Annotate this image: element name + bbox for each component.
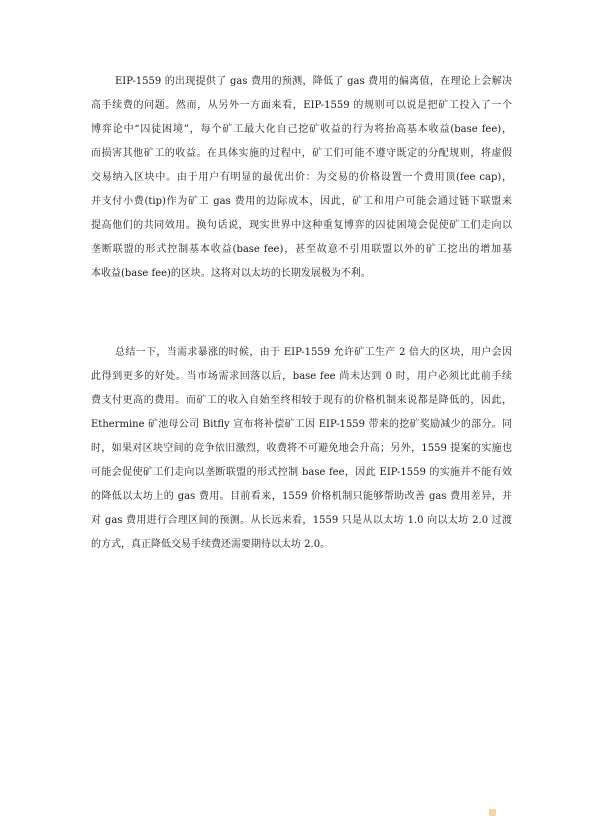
text-line: EIP-1559 的出现提供了 gas 费用的预测，降低了 gas 费用的偏离值，在理论上会解决 — [115, 76, 512, 87]
text-line: 费支付更高的费用。而矿工的收入自始至终相较于现有的价格机制来说都是降低的，因此， — [91, 395, 512, 406]
text-line: 本收益(base fee)的区块。这将对以太坊的长期发展极为不利。 — [91, 268, 371, 279]
text-line: 高手续费的问题。然而，从另外一方面来看，EIP-1559 的规则可以说是把矿工投入了一个 — [91, 100, 512, 111]
text-line: 时，如果对区块空间的竞争依旧激烈，收费将不可避免地会升高；另外，1559 提案的实施也 — [91, 443, 512, 454]
paragraph-summary — [91, 341, 512, 557]
text-line: 的降低以太坊上的 gas 费用。目前看来，1559 价格机制只能够帮助改善 gas 费用差异，并 — [91, 491, 512, 502]
text-line: 博弈论中“囚徒困境”，每个矿工最大化自己挖矿收益的行为将抬高基本收益(base fee)， — [91, 124, 512, 135]
text-line: 垄断联盟的形式控制基本收益(base fee)，甚至故意不引用联盟以外的矿工挖出的增加基 — [91, 244, 512, 255]
text-line: 交易纳入区块中。由于用户有明显的最优出价：为交易的价格设置一个费用顶(fee cap)， — [91, 172, 512, 183]
paragraph-eip1559-game-theory — [91, 70, 512, 286]
watermark-logo-icon — [489, 809, 496, 816]
text-line: 而损害其他矿工的收益。在具体实施的过程中，矿工们可能不遵守既定的分配规则，将虚假 — [91, 148, 512, 159]
text-line: 对 gas 费用进行合理区间的预测。从长远来看，1559 只是从以太坊 1.0 向以太坊 2.0 过渡 — [91, 515, 512, 526]
text-line: 可能会促使矿工们走向以垄断联盟的形式控制 base fee，因此 EIP-1559 的实施并不能有效 — [91, 467, 512, 478]
text-line: 的方式，真正降低交易手续费还需要期待以太坊 2.0。 — [91, 539, 331, 550]
text-line: Ethermine 矿池母公司 Bitfly 宣布将补偿矿工因 EIP-1559 带来的挖矿奖励减少的部分。同 — [91, 419, 512, 430]
text-line: 并支付小费(tip)作为矿工 gas 费用的边际成本，因此，矿工和用户可能会通过链下联盟来 — [91, 196, 512, 207]
text-line: 总结一下，当需求暴涨的时候，由于 EIP-1559 允许矿工生产 2 倍大的区块，用户会因 — [115, 347, 512, 358]
text-line: 此得到更多的好处。当市场需求回落以后，base fee 尚未达到 0 时，用户必须比此前手续 — [91, 371, 512, 382]
text-line: 提高他们的共同效用。换句话说，现实世界中这种重复博弈的囚徒困境会促使矿工们走向以 — [91, 220, 512, 231]
